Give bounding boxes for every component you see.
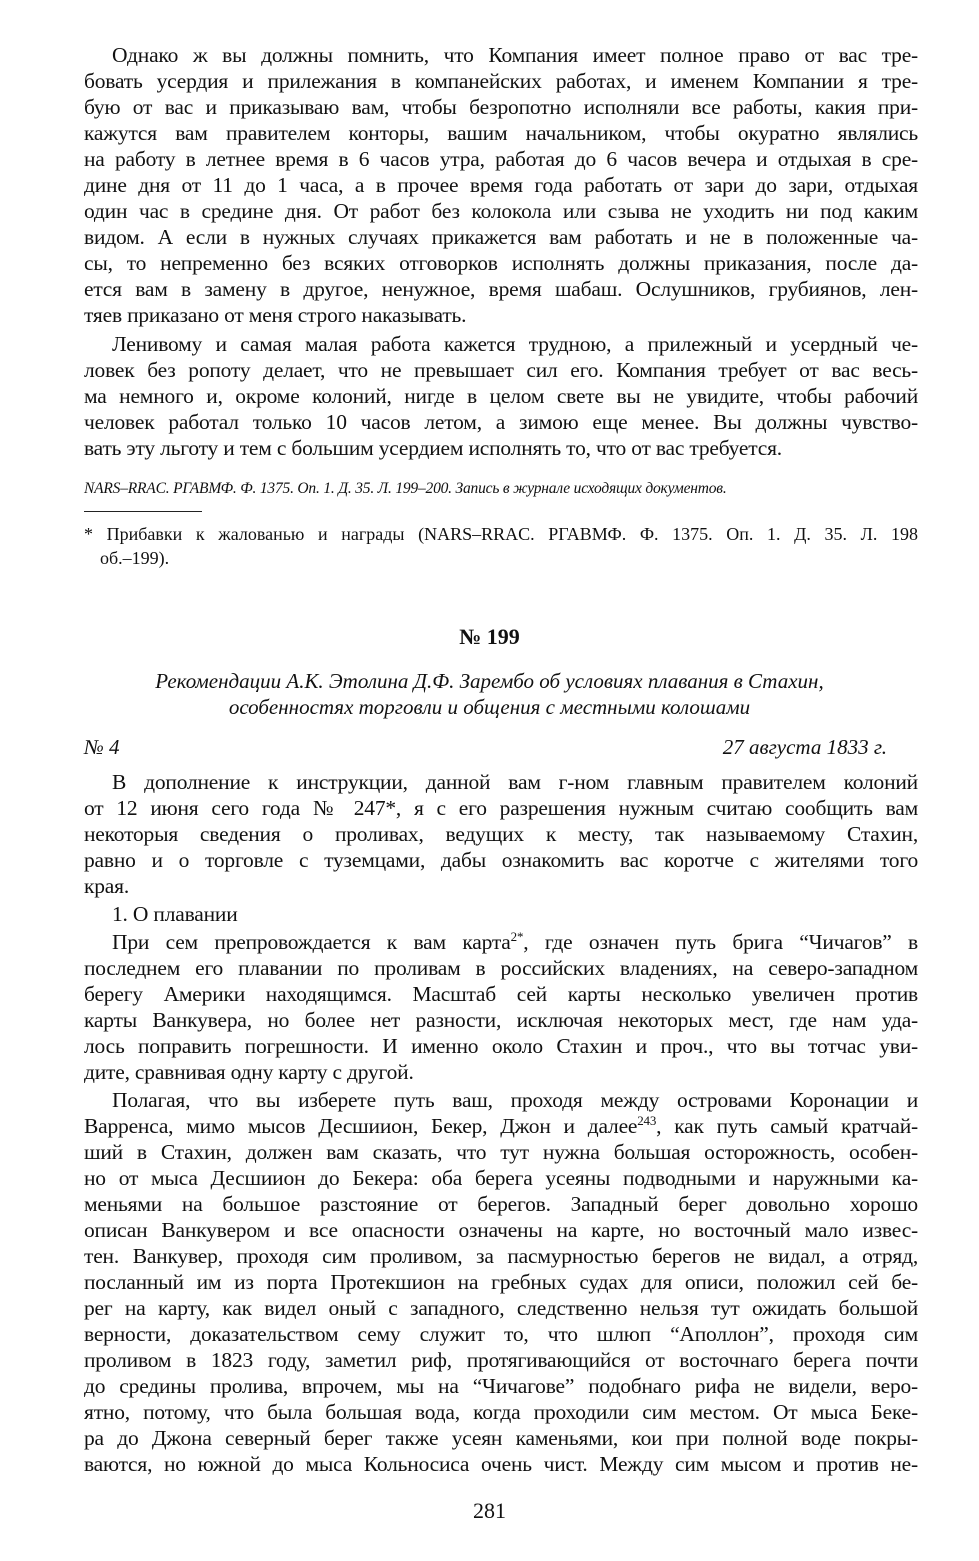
footnote-divider [84, 511, 202, 512]
paragraph-line: человек работал только 10 часов летом, а зимою еще менее. Вы должны чувство- [84, 410, 918, 434]
paragraph-line: последнем его плавании по проливам в российских владениях, на северо-западном [84, 956, 918, 980]
paragraph-line: берегу Америки находящимся. Масштаб сей карты несколько увеличен против [84, 982, 918, 1006]
paragraph-line: карты Ванкувера, но более нет разности, исключая некоторых мест, где нам уда- [84, 1008, 918, 1032]
paragraph-line: некоторыя сведения о проливах, ведущих к месту, так называемому Стахин, [84, 822, 918, 846]
paragraph-line: лось поправить погрешности. И именно около Стахин и проч., что вы тотчас уви- [84, 1034, 918, 1058]
paragraph-line [112, 929, 918, 955]
paragraph-line: дине дня от 11 до 1 часа, а в прочее время года работать от зари до зари, отдыхая [84, 173, 918, 197]
paragraph-line: дите, сравнивая одну карту с другой. [84, 1060, 414, 1084]
paragraph-line: от 12 июня сего года № 247*, я с его разрешения нужным считаю сообщить вам [84, 796, 918, 820]
paragraph-line: кажутся вам правителем конторы, вашим начальником, чтобы окуратно являлись [84, 121, 918, 145]
paragraph-line: тяев приказано от меня строго наказывать. [84, 303, 467, 327]
paragraph-line: верности, доказательством сему служит то, что шлюп “Аполлон”, проходя сим [84, 1322, 918, 1346]
footnote-ref: 243 [637, 1112, 657, 1128]
paragraph-line: ятно, потому, что была большая вода, когда проходили сим местом. От мыса Беке- [84, 1400, 918, 1424]
paragraph-line: меньями на большое разстояние от берегов. Западный берег довольно хорошо [84, 1192, 918, 1216]
footnote-text: Прибавки к жалованью и награды (NARS–RRAC. РГАВМФ. Ф. 1375. Оп. 1. Д. 35. Л. 198 [106, 524, 919, 544]
paragraph-line: посланный им из порта Протекшион на гребных судах для описи, положил сей бе- [84, 1270, 918, 1294]
document-title-line: Рекомендации А.К. Этолина Д.Ф. Зарембо об условиях плавания в Стахин, [155, 669, 824, 693]
document-date: 27 августа 1833 г. [722, 735, 887, 759]
paragraph-line: до средины пролива, впрочем, мы на “Чичагове” подобнаго рифа не видели, веро- [84, 1374, 918, 1398]
archival-source: NARS–RRAC. РГАВМФ. Ф. 1375. Оп. 1. Д. 35. Л. 199–200. Запись в журнале исходящих документов. [84, 480, 727, 497]
paragraph-line: но от мыса Десшиион до Бекера: оба берега усеяны подводными и наружными ка- [84, 1166, 918, 1190]
paragraph-line: один час в средине дня. От работ без колокола или сзыва не уходить ни под каким [84, 199, 918, 223]
paragraph-line: Ленивому и самая малая работа кажется трудною, а прилежный и усердный че- [112, 332, 918, 356]
paragraph-line: равно и о торговле с туземцами, дабы ознакомить вас коротче с жителями того [84, 848, 918, 872]
text-run: , как путь самый кратчай- [656, 1114, 918, 1138]
text-run: При сем препровождается к вам карта [112, 930, 511, 954]
paragraph-line: ловек без ропоту делает, что не превышает сил его. Компания требует от вас весь- [84, 358, 918, 382]
footnote [84, 522, 918, 546]
paragraph-line: тен. Ванкувер, проходя сим проливом, за пасмурностью берегов не видал, а отряд, [84, 1244, 918, 1268]
paragraph-line: вать эту льготу и тем с большим усердием исполнять то, что от вас требуется. [84, 436, 782, 460]
text-run: , где означен путь брига “Чичагов” в [523, 930, 918, 954]
section-heading: 1. О плавании [112, 902, 238, 926]
paragraph-line: ется вам в замену в другое, ненужное, время шабаш. Ослушников, грубиянов, лен- [84, 277, 918, 301]
text-run: Варренса, мимо мысов Десшиион, Бекер, Джон и далее [84, 1114, 638, 1138]
paragraph-line: на работу в летнее время в 6 часов утра, работая до 6 часов вечера и отдыхая в сре- [84, 147, 918, 171]
document-title-line: особенностях торговли и общения с местными колошами [228, 695, 751, 719]
paragraph-line: края. [84, 874, 130, 898]
paragraph-line: ваются, но южной до мыса Кольносиса очень чист. Между сим мысом и против не- [84, 1452, 918, 1476]
paragraph-line: В дополнение к инструкции, данной вам г-ном главным правителем колоний [112, 770, 918, 794]
document-number: № 199 [459, 624, 520, 649]
paragraph-line: Однако ж вы должны помнить, что Компания имеет полное право от вас тре- [112, 43, 918, 67]
paragraph-line: рег на карту, как видел оный с западного, следственно нельзя тут ожидать большой [84, 1296, 918, 1320]
paragraph-line: видом. А если в нужных случаях прикажется вам работать и не в положенные ча- [84, 225, 918, 249]
page-number: 281 [473, 1498, 506, 1523]
paragraph-line: ра до Джона северный берег также усеян каменьями, кои при полной воде покры- [84, 1426, 918, 1450]
footnote-continuation: об.–199). [100, 548, 170, 568]
paragraph-line: описан Ванкувером и все опасности означены на карте, но восточный мало извес- [84, 1218, 918, 1242]
footnote-ref: 2* [510, 928, 524, 944]
paragraph-line: ший в Стахин, должен вам сказать, что тут нужна большая осторожность, особен- [84, 1140, 918, 1164]
paragraph-line: сы, то непременно без всяких отговорков исполнять должны приказания, после да- [84, 251, 918, 275]
paragraph-line: бую от вас и приказываю вам, чтобы безропотно исполняли все работы, какия при- [84, 95, 918, 119]
paragraph-line: бовать усердия и прилежания в компанейских работах, и именем Компании я тре- [84, 69, 918, 93]
paragraph-line [84, 1113, 918, 1139]
paragraph-line: Полагая, что вы изберете путь ваш, проходя между островами Коронации и [112, 1088, 918, 1112]
paragraph-line: проливом в 1823 году, заметил риф, протягивающийся от восточнаго берега почти [84, 1348, 918, 1372]
footnote-mark: * [84, 524, 93, 544]
paragraph-line: ма немного и, окроме колоний, нигде в целом свете вы не увидите, чтобы рабочий [84, 384, 918, 408]
reference-number: № 4 [84, 735, 120, 759]
